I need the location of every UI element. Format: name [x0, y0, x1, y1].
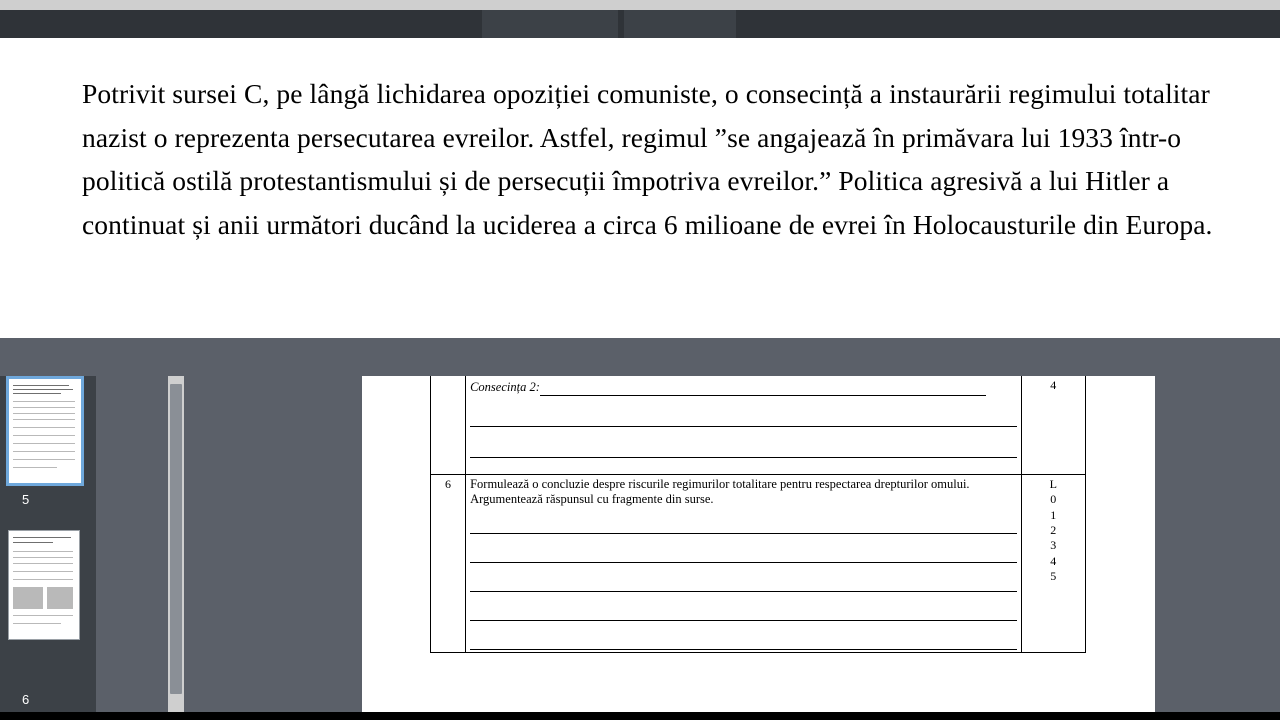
assessment-table [430, 376, 1086, 653]
row-score-cell [1021, 475, 1085, 653]
row-body-cell[interactable] [466, 475, 1021, 653]
score-item: 3 [1050, 538, 1057, 553]
answer-line[interactable] [470, 577, 1016, 592]
canvas-left-margin [184, 376, 362, 720]
row-score-cell: 4 [1021, 376, 1085, 475]
panel-gap [96, 376, 168, 720]
overlay-paragraph: Potrivit sursei C, pe lângă lichidarea opoziției comuniste, o consecință a instaurării regimului totalitar nazist o reprezenta persecutarea evreilor. Astfel, regimul ”se angajează în primăvara lui 1933 într-o politică ostilă protestantismului și de persecuții împotriva evreilor.” Politica agresivă a lui Hitler a continuat și anii următori ducând la uciderea a circa 6 milioane de evrei în Holocausturile din Europa. [82, 78, 1213, 241]
score-item: 0 [1050, 492, 1057, 507]
slide-thumbnail-panel[interactable] [0, 376, 96, 720]
toolbar-tab-right[interactable] [624, 10, 736, 38]
zoomed-text-overlay [0, 38, 1280, 338]
score-item: 1 [1050, 507, 1057, 522]
bottom-letterbox-bar [0, 712, 1280, 720]
row-number-cell [431, 376, 466, 475]
answer-line[interactable] [470, 519, 1016, 534]
table-row [431, 376, 1086, 475]
answer-line[interactable] [470, 635, 1016, 650]
document-page[interactable] [362, 376, 1155, 720]
vertical-scrollbar-thumb[interactable] [170, 384, 182, 694]
canvas-right-margin [1155, 376, 1280, 720]
task-text: Formulează o concluzie despre riscurile regimurilor totalitare pentru respectarea drepturilor omului. Argumentează răspunsul cu fragmente din surse. [470, 477, 970, 506]
answer-line[interactable] [470, 412, 1016, 427]
answer-line[interactable] [470, 548, 1016, 563]
list-item[interactable] [6, 376, 84, 486]
list-item[interactable] [8, 530, 80, 640]
top-chrome-strip [0, 0, 1280, 10]
table-row [431, 475, 1086, 653]
consequence-label: Consecința 2: [470, 380, 540, 394]
toolbar-tab-left[interactable] [482, 10, 618, 38]
score-item: 5 [1050, 569, 1057, 584]
row-number-cell: 6 [431, 475, 466, 653]
list-item-label: 6 [22, 692, 30, 707]
score-item: L [1049, 477, 1057, 491]
answer-line[interactable] [470, 443, 1016, 458]
row-body-cell[interactable] [466, 376, 1021, 475]
list-item-label: 5 [22, 492, 30, 507]
score-item: 2 [1050, 523, 1057, 538]
answer-line[interactable] [470, 606, 1016, 621]
score-item: 4 [1050, 553, 1057, 568]
score-scale [1026, 477, 1081, 585]
answer-line[interactable] [540, 384, 986, 396]
